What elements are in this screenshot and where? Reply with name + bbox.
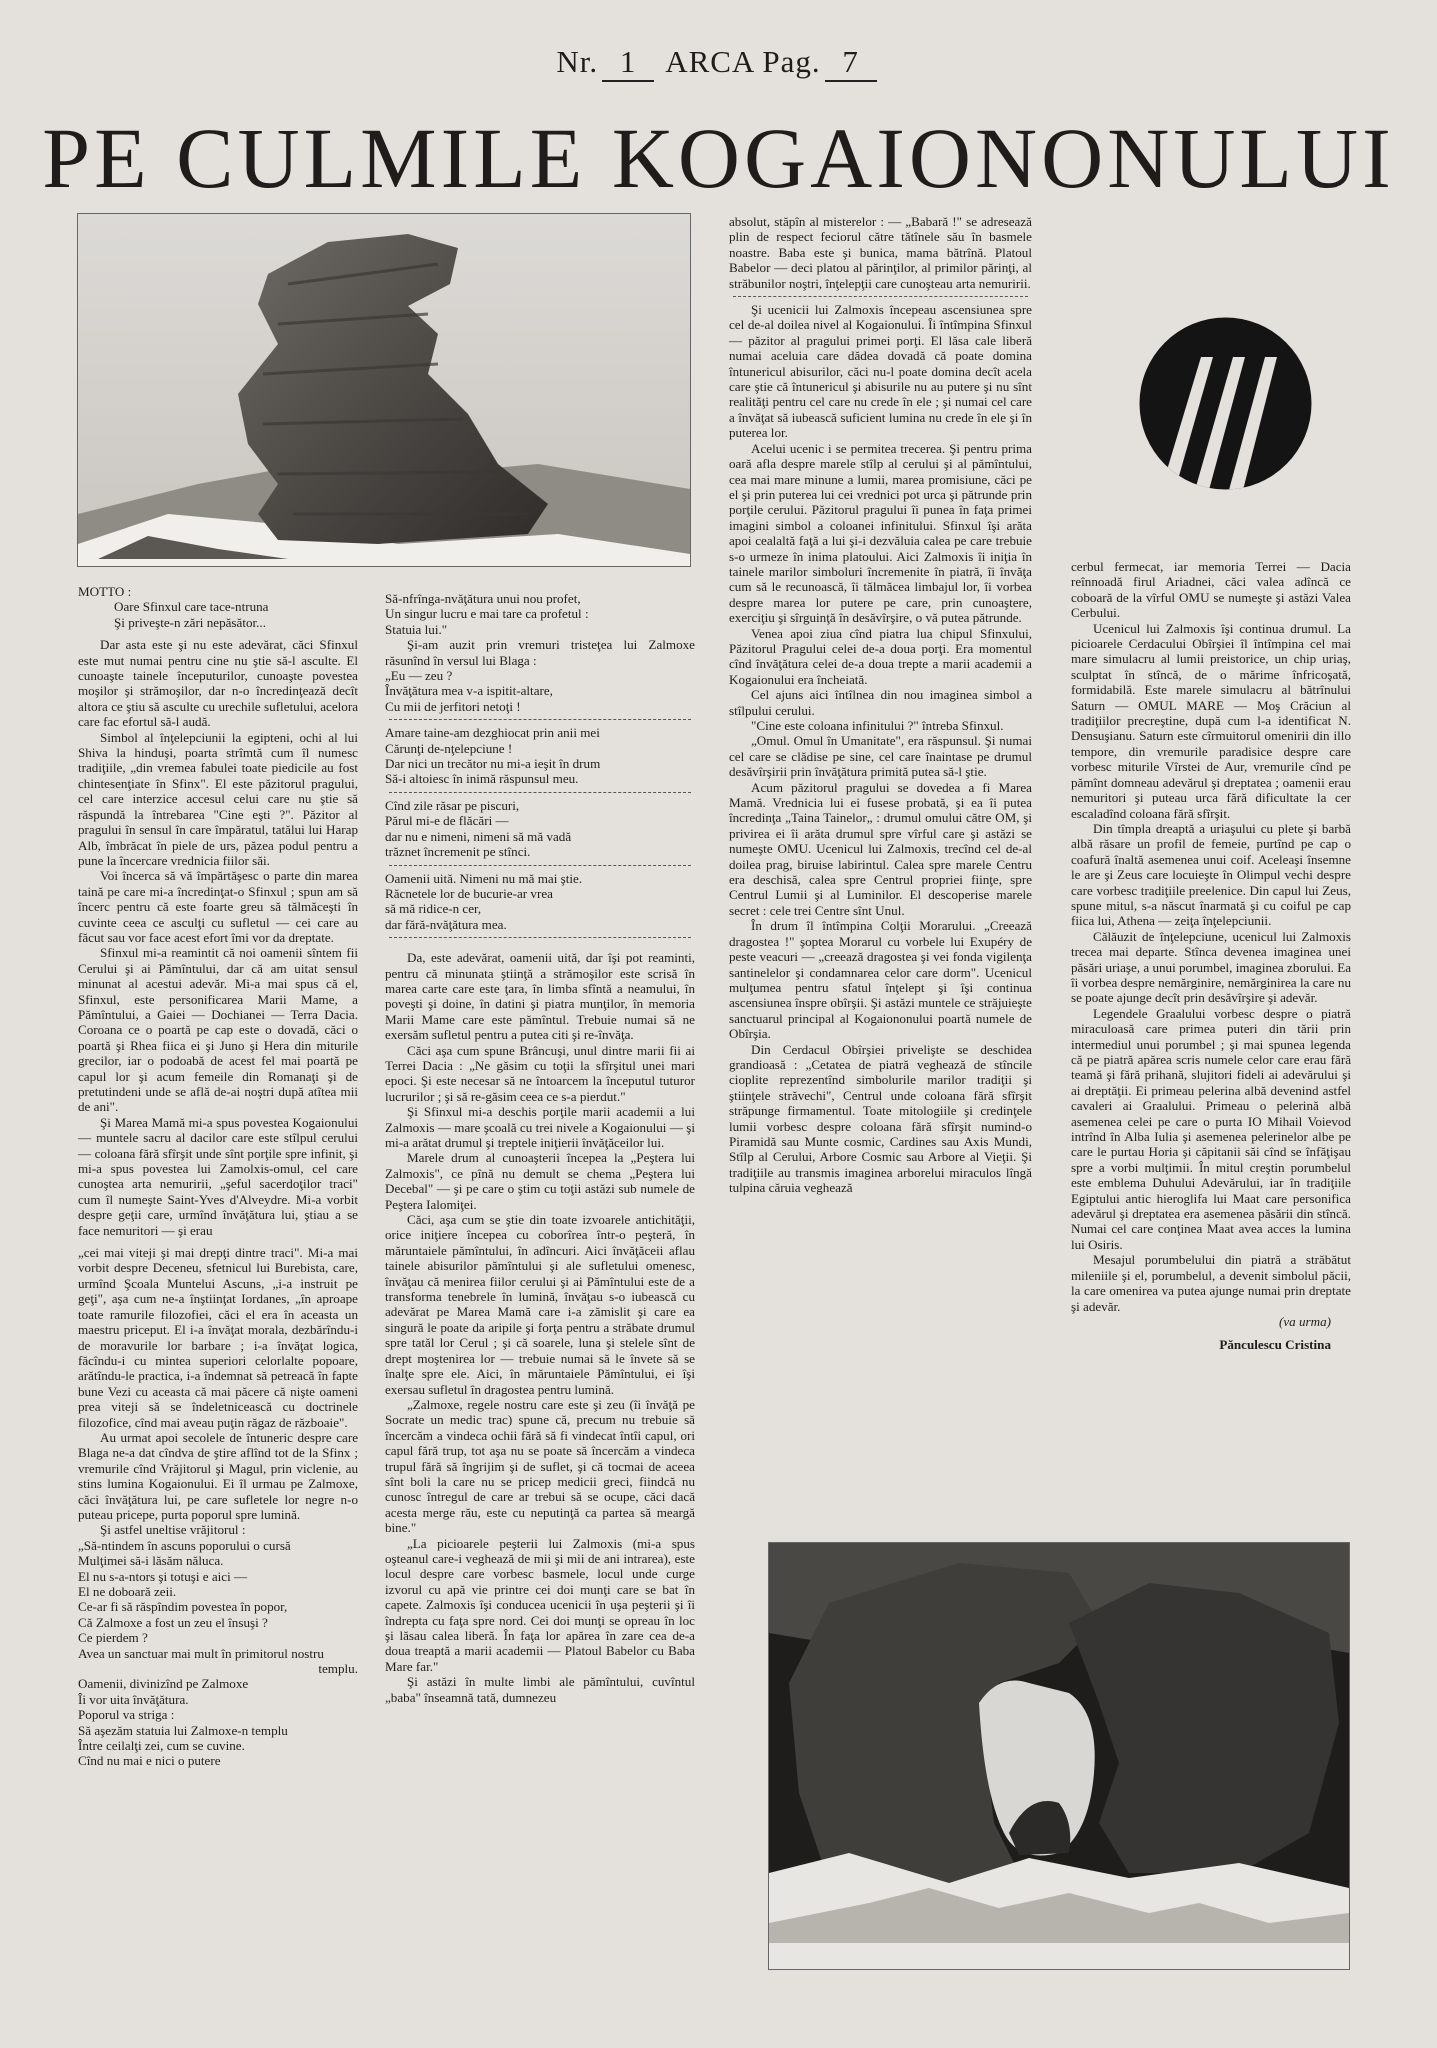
article-title: PE CULMILE KOGAIONONULUI	[42, 110, 1395, 206]
paragraph: Călăuzit de înţelepciune, ucenicul lui Zalmoxis trecea mai departe. Stînca devenea imaginea unei păsări uriaşe, a unui porumbel, imaginea zborului. Ea îi vorbea despre nemărginire, nemărginirea la care nu se poate ajunge decît prin desăvîrşire şi adevăr.	[1071, 928, 1351, 1006]
poem-verse: Oamenii uită. Nimeni nu mă mai ştie. Răcnetele lor de bucurie-ar vrea să mă ridice-n cer, dar fără-nvăţătura mea.	[385, 870, 583, 932]
paragraph: În drum îl întîmpina Colţii Morarului. „Creează dragostea !" şoptea Morarul cu vorbele lui Exupéry de peste veacuri — „creează dragostea şi vei fonda vigilenţa santinelelor şi condamnarea celor care dorm". Ucenicul mulţumea pentru sfatul înţelept şi îşi continua ascensiunea înspre obîrşii. Şi astăzi muntele ce străjuieşte sanctuarul principal al Kogaiononului poartă numele de Obîrşia.	[729, 918, 1032, 1042]
divider	[389, 792, 691, 793]
paragraph: Şi Sfinxul mi-a deschis porţile marii academii a lui Zalmoxis — mare şcoală cu trei nivele a Kogaionului — şi mi-a arătat drumul şi treptele iniţierii învăţăceilor lui.	[385, 1104, 695, 1150]
paragraph: Marele drum al cunoaşterii începea la „Peştera lui Zalmoxis", ce pînă nu demult se chema „Peştera lui Decebal" — şi pe care o ştim cu toţii astăzi sub numele de Peştera Ialomiţei.	[385, 1150, 695, 1212]
paragraph: Şi ucenicii lui Zalmoxis începeau ascensiunea spre cel de-al doilea nivel al Kogaionului. Îi întîmpina Sfinxul — păzitor al pragului primei porţi. El lăsa cale liberă numai aceluia care dădea dovadă că poate domina întunericul abisurilor, căci nu-l poate domina decît acela care ştie că întunericul şi abisurile nu au putere şi nu sînt realităţi pentru cel care nu crede în ele ; şi numai cel care a învăţat să iubească suficient lumina nu crede în ele şi în puterea lor.	[729, 302, 1032, 441]
paragraph: "Cine este coloana infinitului ?" întreba Sfinxul.	[751, 718, 1004, 733]
poem-verse: „Eu — zeu ? Învăţătura mea v-a ispitit-altare, Cu mii de jerfitori netoţi !	[385, 668, 553, 714]
continued-note: (va urma)	[1279, 1313, 1331, 1329]
paragraph: Acum păzitorul pragului se dovedea a fi Marea Mamă. Vrednicia lui ei fusese probată, şi ea îi putea încredinţa „Taina Tainelor„ : drumul omului către OM, şi privirea ei îi arăta drumul spre vîrful care şi astăzi se numeşte OMU. Ucenicul lui Zalmoxis, trecînd cel de-al doilea prag, biruise labirintul. Calea spre marele Centru era deschisă, calea spre Centrul propriei fiinţe, spre Centrul Lumii şi al Luminilor. El descoperise marele secret : cele trei Centre sînt Unul.	[729, 779, 1032, 918]
paragraph: absolut, stăpîn al misterelor : — „Babară !" se adresează plin de respect feciorul către tătînele său în basmele noastre. Baba este şi bunica, mama bătrînă. Platoul Babelor — deci platou al părinţilor, al primilor părinţi, al străbunilor noştri, înţelepţii care cunoşteau arta nemuririi.	[729, 214, 1032, 291]
motto-label: MOTTO :	[78, 584, 132, 599]
paragraph: Căci aşa cum spune Brâncuşi, unul dintre marii fii ai Terrei Dacia : „Ne găsim cu toţii la sfîrşitul unei mari epoci. Şi este necesar să ne întoarcem la începutul tuturor lucrurilor ; şi să re-găsim ceea ce s-a pierdut."	[385, 1042, 695, 1104]
magazine-name: ARCA	[665, 44, 754, 79]
paragraph: Şi Marea Mamă mi-a spus povestea Kogaionului — muntele sacru al dacilor care este stîlpul cerului — coloana fără sfîrşit unde sînt porţile spre infinit, şi mi-a spus povestea lui Zamolxis-omul, cel care cunoştea arta nemuririi, „şeful sacerdoţilor traci" cum îl numeşte Saint-Yves d'Alveydre. Mi-a vorbit despre geţii care, urmînd învăţătura lui, ştiau a se face nemuritori — şi erau	[78, 1114, 358, 1238]
paragraph: Ucenicul lui Zalmoxis îşi continua drumul. La picioarele Cerdacului Obîrşiei îl întîmpina cel mai mare simulacru al lumii preistorice, un chip uriaş, sculptat în stîncă, de o mărime înfricoşată, formidabilă. Este marele simulacru al bătrînului Saturn — OMUL MARE — Moş Crăciun al tradiţiilor precreştine, după cum l-a identificat N. Densuşianu. Saturn este cîrmuitorul omenirii din illo tempore, din vremurile paradisice despre care vorbesc miturile Vîrstei de Aur, vremurile cînd pe pămînt domneau adevărul şi dreptatea ; oamenii erau nemuritori şi puteau urca fără dificultate la cer escaladînd coloana fără sfîrşit.	[1071, 620, 1351, 821]
sphinx-rock-photo	[77, 213, 691, 567]
paragraph: cerbul fermecat, iar memoria Terrei — Dacia reînnoadă firul Ariadnei, căci valea adîncă ce coboară de la vîrful OMU se numeşte şi astăzi Valea Cerbului.	[1071, 559, 1351, 621]
paragraph: Şi-am auzit prin vremuri tristeţea lui Zalmoxe răsunînd în versul lui Blaga :	[385, 637, 695, 668]
paragraph: „La picioarele peşterii lui Zalmoxis (mi-a spus oşteanul care-i veghează de mii şi mii de ani intrarea), este locul despre care vorbesc basmele, locul unde curge izvorul cu apă vie printre cei doi munţi care se bat în capete. Zalmoxis îşi conducea ucenicii în uşa peşterii şi îi îndrepta cu faţa spre nord. Cei doi munţi se opreau în loc şi lăsau calea liberă. În faţa lor apărea în zare cea de-a doua treaptă a marii academii — Platoul Babelor cu Baba Mare far."	[385, 1535, 695, 1674]
poem-verse: Cînd zile răsar pe piscuri, Părul mi-e de flăcări — dar nu e nimeni, nimeni să mă vadă trăznet încremenit pe stînci.	[385, 797, 572, 860]
page-number-label: Pag.	[762, 44, 821, 79]
paragraph: „Omul. Omul în Umanitate", era răspunsul. Şi numai cel care se clădise pe sine, cel care înaintase pe drumul desăvîrşirii prin învăţătura primită putea să-l ştie.	[729, 733, 1032, 780]
paragraph: Din Cerdacul Obîrşiei privelişte se deschidea grandioasă : „Cetatea de piatră veghează de stîncile cioplite reprezentînd simbolurile marilor tradiţii şi ştiinţele străvechi", Centrul unde coloana fără sfîrşit străpunge firmamentul. Toate mitologiile şi credinţele lumii vorbesc despre coloana fără sfîrşit numind-o Piramidă sau Munte cosmic, Cardines sau Axis Mundi, Stîlp al Cerului, Arbore Cosmic sau Arbore al Vieţii. Şi tradiţiile au transmis imaginea arborelui miraculos lîngă tulpina căruia veghează	[729, 1041, 1032, 1196]
paragraph: Din tîmpla dreaptă a uriaşului cu plete şi barbă albă răsare un profil de femeie, purtînd pe cap o coafură înaltă asemenea unui coif. Aceleaşi însemne le are şi Zeus care locuieşte în Olimpul vechi despre care vorbesc tradiţiile preelenice. Din capul lui Zeus, spune mitul, s-a născut înarmată şi cu coiful pe cap fiica lui, Athena — zeiţa înţelepciunii.	[1071, 820, 1351, 929]
paragraph: Sfinxul mi-a reamintit că noi oamenii sîntem fii Cerului şi ai Pămîntului, dar că am uitat sensul minunat al acestui adevăr. Mi-a mai spus că el, Sfinxul, este personificarea Marii Mame, a Pămîntului, a Gaiei — Dochianei — Terra Dacia. Coroana ce o poartă pe cap este o dovadă, căci o poartă şi Rhea fiica ei şi Juno şi Hera din miturile grecilor, iar o podoabă de acest fel mai poartă pe capul lor şi acum femeile din Romanaţi şi de pretutindeni unde se află de-ai noştri după atîtea mii de ani".	[78, 945, 358, 1115]
poem-verse: „Să-ntindem în ascuns poporului o cursă Mulţimei să-i lăsăm năluca. El nu s-a-ntors şi totuşi e aici — El ne doboară zeii. Ce-ar fi să răspîndim povestea în popor, Că Zalmoxe a fost un zeu el însuşi ? Ce pierdem ? Avea un sanctuar mai mult în primitorul nostru	[78, 1537, 324, 1661]
paragraph: Voi încerca să vă împărtăşesc o parte din marea taină pe care mi-a încredinţat-o Sfinxul ; spun am să încerc pentru că este foarte greu să tălmăceşti în cuvinte ceea ce asculţi cu sufletul — cei care au făcut sau vor face acest efort îmi vor da dreptate.	[78, 868, 358, 945]
issue-number-label: Nr.	[556, 44, 599, 79]
masthead	[0, 44, 1437, 82]
author-name: Pănculescu Cristina	[1219, 1337, 1331, 1353]
circle-stripes-emblem	[1139, 317, 1312, 490]
paragraph: Au urmat apoi secolele de întuneric despre care Blaga ne-a dat cîndva de ştire aflînd tot de la Sfinx ; vremurile cînd Vrăjitorul şi Magul, prin viclenie, au stins lumina Kogaionului. Ei îl urmau pe Zalmoxe, căci învăţătura lui, pe care sufletele lor negre n-o puteau pricepe, purta poporul spre lumină.	[78, 1429, 358, 1522]
paragraph: Legendele Graalului vorbesc despre o piatră miraculoasă care primea puteri din tării prin intermediul unui porumbel ; şi mai spunea legenda că pe piatră apărea scris numele celor care erau fără teamă şi fără prihană, slujitori fideli ai adevărului şi ai dreptăţii. Ei primeau pelerina albă devenind astfel cavaleri ai Graalului. Primeau o pelerină albă asemenea celei pe care o purta IO Mihail Voievod intrînd în Alba Iulia şi asemenea pelerinelor albe pe care le purtau Horia şi căpitanii săi cînd se înfăţişau spre a vorbi mulţimii. În mitul creştin porumbelul este emblema Duhului Adevărului, iar în tradiţiile Egiptului antic hieroglifa lui Maat care personifica adevărul şi dreptatea era asemenea păsării din stîncă. Numai cel care conţinea Maat avea acces la lumina lui Osiris.	[1071, 1005, 1351, 1252]
paragraph: „Zalmoxe, regele nostru care este şi zeu (îi învăţă pe Socrate un medic trac) spune că, precum nu trebuie să încercăm a vindeca ochii fără să fi vindecat întîi capul, ori capul fără trup, tot aşa nu se poate să încercăm a vindeca trupul fără să îngrijim şi de suflet, şi că tocmai de aceea sînt boli la care nu se pricep medicii greci, fiindcă nu cunosc întregul de care ar trebui să se ocupe, căci dacă acesta merge rău, este cu neputinţă ca partea să meargă bine."	[385, 1396, 695, 1536]
paragraph: „cei mai viteji şi mai drepţi dintre traci". Mi-a mai vorbit despre Deceneu, sfetnicul lui Burebista, care, urmînd Şcoala Muntelui Ascuns, „i-a instruit pe geţi", aşa cum ne-a înştiinţat Iordanes, „în aproape toate ramurile filozofiei, căci el era în aceasta un maestru priceput. El i-a învăţat morala, dezbărîndu-i de moravurile lor barbare ; i-a învăţat logica, făcîndu-i cu mintea superiori celorlalte popoare, arătîndu-le practica, i-a îndemnat să petreacă în fapte bune Vezi cu aceasta că mai păcere că nişte oameni prea viteji să se îndeletnicească cu doctrinele filozofice, cînd mai aveau puţin răgaz de războaie".	[78, 1245, 358, 1430]
issue-number: 1	[602, 44, 654, 82]
paragraph: Şi astfel uneltise vrăjitorul :	[100, 1522, 246, 1538]
paragraph: Acelui ucenic i se permitea trecerea. Şi pentru prima oară afla despre marele stîlp al cerului şi al pămîntului, cea mai mare minune a lumii, marea promisiune, căci pe el şi prin puterea lui cei vrednici pot urca şi pătrunde prin porţile cerului. Păzitorul pragului îi punea în faţa primei imagini simbol a coloanei infinitului. Sfinxul îşi arăta apoi cealaltă faţă a lui şi-i dezvăluia calea pe care trebuie s-o urmeze în inima platoului. Aici Zalmoxis îi iniţia în tainele marilor simboluri încremenite în piatră, îi învăţa cum să le recunoască, îi tălmăcea limbajul lor, îi vorbea despre marea lor putere pe care, prin cunoaştere, exerciţiu şi sîrguinţă în desăvîrşire, o vă putea pătrunde.	[729, 440, 1032, 626]
paragraph: Cel ajuns aici întîlnea din nou imaginea simbol a stîlpului cerului.	[729, 687, 1032, 718]
paragraph: Da, este adevărat, oamenii uită, dar îşi pot reaminti, pentru că minunata ştiinţă a strămoşilor este scrisă în marea carte care este ţara, în limba sfîntă a neamului, în poveşti şi doine, în datini şi piatra munţilor, în memoria Marii Mame care este pămîntul. Trebuie numai să ne exersăm sufletul pentru a putea citi şi re-învăţa.	[385, 950, 695, 1043]
article-column-4	[1071, 559, 1351, 1353]
divider	[733, 296, 1028, 297]
article-column-3	[729, 214, 1032, 1196]
paragraph: Simbol al înţelepciunii la egipteni, ochi al lui Shiva la hinduşi, poarta strîmtă cum îl numesc tradiţiile, „din vremea fabulei toate piedicile au fost chintesenţiate în Sfinx". El este păzitorul pragului, cel care interzice accesul celui care nu ştie să răspundă la întrebarea "Cine eşti ?". Păzitor al pragului în sensul în care împăratul, tatălui lui Harap Alb, îmbrăcat în piele de urs, păzea podul pentru a pune la încercare vrednicia fiilor săi.	[78, 729, 358, 868]
poem-verse: Oamenii, divinizînd pe Zalmoxe Îi vor uita învăţătura. Poporul va striga : Să aşezăm statuia lui Zalmoxe-n templu Între ceilalţi zei, cum se cuvine. Cînd nu mai e nici o putere	[78, 1676, 288, 1769]
paragraph: Căci, aşa cum se ştie din toate izvoarele antichităţii, orice iniţiere începea cu coborîrea într-o peşteră, în măruntaiele pămîntului, în adîncuri. Aici învăţăceii aflau tainele abisurilor pămîntului şi ale sufletului omenesc, învăţau că menirea fiilor cerului şi ai Pămîntului este de a transforma tenebrele în lumină, învăţau s-o iubească cu adevărat pe Marea Mamă care i-a zămislit şi care ea singură le poate da aripile şi forţa pentru a străbate drumul spre tatăl lor Cerul ; şi că soarele, luna şi stelele sînt de drept moştenirea lor — trebuie numai să le învete să se înalţe spre ele. Aici, în măruntaiele Pămîntului, ei îşi exersau sufletul în dragostea pentru lumină.	[385, 1212, 695, 1397]
babele-rocks-photo	[768, 1542, 1350, 1970]
divider	[389, 865, 691, 866]
paragraph: Venea apoi ziua cînd piatra lua chipul Sfinxului, Păzitorul Pragului celei de-a doua porţi. Era momentul cînd învăţătura celei de-a doua trepte a marii academii a Kogaionului era încheiată.	[729, 625, 1032, 687]
article-column-2	[385, 591, 695, 1705]
paragraph: Şi astăzi în multe limbi ale pămîntului, cuvîntul „baba" înseamnă tată, dumnezeu	[385, 1674, 695, 1705]
paragraph: Mesajul porumbelului din piatră a străbătut mileniile şi el, porumbelul, a devenit simbolul păcii, la care omenirea va putea ajunge numai prin dreptate şi adevăr.	[1071, 1252, 1351, 1314]
divider	[389, 937, 691, 938]
page-number: 7	[825, 44, 877, 82]
divider	[389, 719, 691, 720]
paragraph: Dar asta este şi nu este adevărat, căci Sfinxul este mut numai pentru cine nu ştie să-l asculte. El cunoaşte tainele începuturilor, cunoaşte povestea moşilor şi strămoşilor, dar n-o încredinţează decît altora ce ştiu să asculte cu urechile sufletului, acelora care fac efortul să-l audă.	[78, 637, 358, 730]
motto-verse: Oare Sfinxul care tace-ntruna Şi priveşte-n zări nepăsător...	[114, 599, 269, 630]
poem-verse: Să-nfrînga-nvăţătura unui nou profet, Un singur lucru e mai tare ca profetul : Statuia lui."	[385, 591, 589, 637]
poem-verse: templu.	[318, 1661, 358, 1677]
poem-verse: Amare taine-am dezghiocat prin anii mei Cărunţi de-nţelepciune ! Dar nici un trecător nu mi-a ieşit în drum Să-i altoiesc în inimă răspunsul meu.	[385, 725, 601, 787]
article-column-1	[78, 584, 358, 1769]
